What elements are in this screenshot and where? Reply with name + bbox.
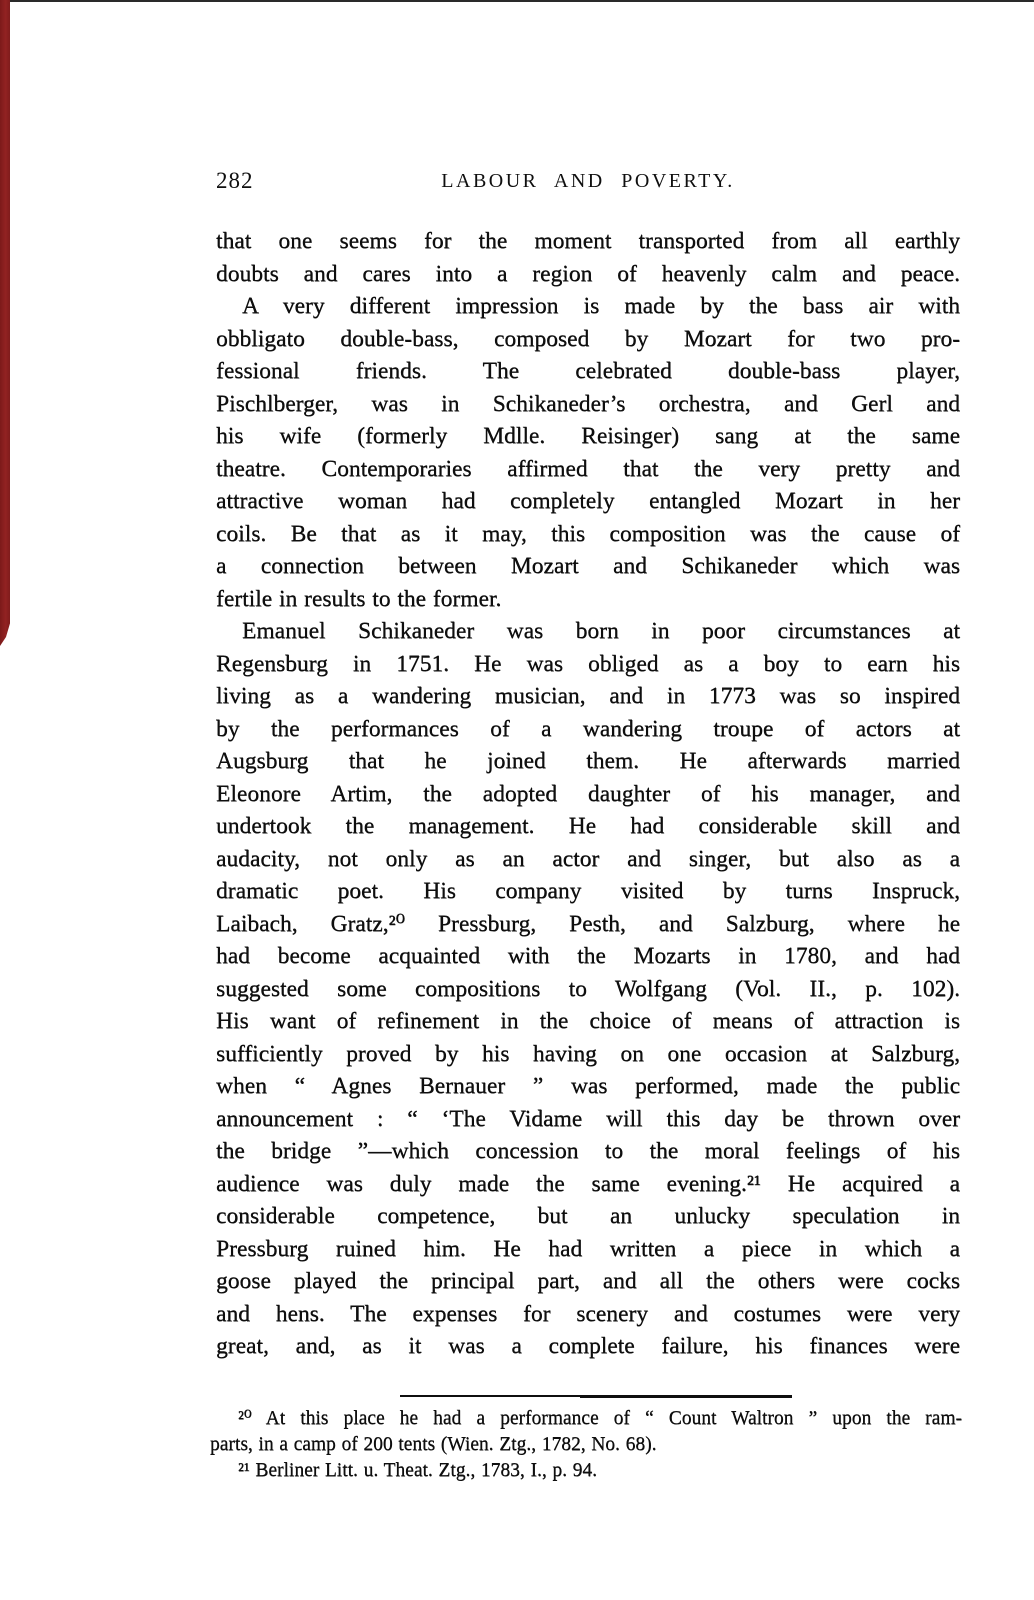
body-line: Pressburg ruined him. He had written a piece in which a bbox=[216, 1235, 960, 1262]
scan-top-edge-artifact bbox=[0, 0, 1034, 2]
body-line: goose played the principal part, and all the others were cocks bbox=[216, 1268, 960, 1294]
body-line: undertook the management. He had considerable skill and bbox=[216, 813, 960, 839]
body-line: attractive woman had completely entangled Mozart in her bbox=[216, 488, 960, 514]
body-line: audacity, not only as an actor and singer, but also as a bbox=[216, 845, 960, 872]
body-text bbox=[216, 225, 960, 1363]
body-line: sufficiently proved by his having on one occasion at Salzburg, bbox=[216, 1040, 960, 1067]
footnote-line: ²¹ Berliner Litt. u. Theat. Ztg., 1783, I., p. 94. bbox=[238, 1460, 598, 1481]
running-header-title: LABOUR AND POVERTY. bbox=[441, 170, 735, 192]
body-line: A very different impression is made by the bass air with bbox=[242, 293, 960, 319]
body-line: that one seems for the moment transported from all earthly bbox=[216, 228, 960, 254]
body-line: coils. Be that as it may, this composition was the cause of bbox=[216, 520, 960, 547]
book-spine-red-edge bbox=[0, 0, 10, 646]
footnote-rule bbox=[400, 1395, 792, 1397]
body-line: theatre. Contemporaries affirmed that the very pretty and bbox=[216, 455, 960, 482]
body-line: when “ Agnes Bernauer ” was performed, made the public bbox=[216, 1073, 960, 1099]
body-line: announcement : “ ‘The Vidame will this day be thrown over bbox=[216, 1105, 960, 1132]
body-line: obbligato double-bass, composed by Mozart for two pro- bbox=[216, 325, 960, 352]
body-line: dramatic poet. His company visited by turns Inspruck, bbox=[216, 878, 960, 904]
body-line: great, and, as it was a complete failure, his finances were bbox=[216, 1333, 960, 1359]
body-line: suggested some compositions to Wolfgang (Vol. II., p. 102). bbox=[216, 975, 960, 1002]
body-line: and hens. The expenses for scenery and costumes were very bbox=[216, 1300, 960, 1327]
body-line: His want of refinement in the choice of means of attraction is bbox=[216, 1008, 960, 1034]
body-line: fessional friends. The celebrated double-bass player, bbox=[216, 358, 960, 384]
body-line: audience was duly made the same evening.²¹ He acquired a bbox=[216, 1170, 960, 1197]
body-line: doubts and cares into a region of heavenly calm and peace. bbox=[216, 260, 960, 287]
body-line: considerable competence, but an unlucky speculation in bbox=[216, 1203, 960, 1229]
body-line: Emanuel Schikaneder was born in poor circumstances at bbox=[242, 618, 960, 644]
body-line: by the performances of a wandering troupe of actors at bbox=[216, 715, 960, 742]
body-line: Regensburg in 1751. He was obliged as a boy to earn his bbox=[216, 650, 960, 677]
body-line: Laibach, Gratz,²⁰ Pressburg, Pesth, and Salzburg, where he bbox=[216, 910, 960, 937]
body-line: Pischlberger, was in Schikaneder’s orchestra, and Gerl and bbox=[216, 390, 960, 417]
body-line: had become acquainted with the Mozarts in 1780, and had bbox=[216, 943, 960, 969]
body-line: fertile in results to the former. bbox=[216, 585, 502, 612]
footnotes bbox=[210, 1406, 962, 1484]
body-line: living as a wandering musician, and in 1773 was so inspired bbox=[216, 683, 960, 709]
footnote-line: ²⁰ At this place he had a performance of “ Count Waltron ” upon the ram- bbox=[238, 1408, 962, 1429]
body-line: his wife (formerly Mdlle. Reisinger) sang at the same bbox=[216, 423, 960, 449]
footnote-line: parts, in a camp of 200 tents (Wien. Ztg., 1782, No. 68). bbox=[210, 1434, 657, 1455]
page-number: 282 bbox=[216, 168, 254, 193]
body-line: Eleonore Artim, the adopted daughter of his manager, and bbox=[216, 780, 960, 807]
page-header bbox=[216, 168, 960, 198]
body-line: a connection between Mozart and Schikaneder which was bbox=[216, 553, 960, 579]
body-line: the bridge ”—which concession to the moral feelings of his bbox=[216, 1138, 960, 1164]
body-line: Augsburg that he joined them. He afterwards married bbox=[216, 748, 960, 774]
